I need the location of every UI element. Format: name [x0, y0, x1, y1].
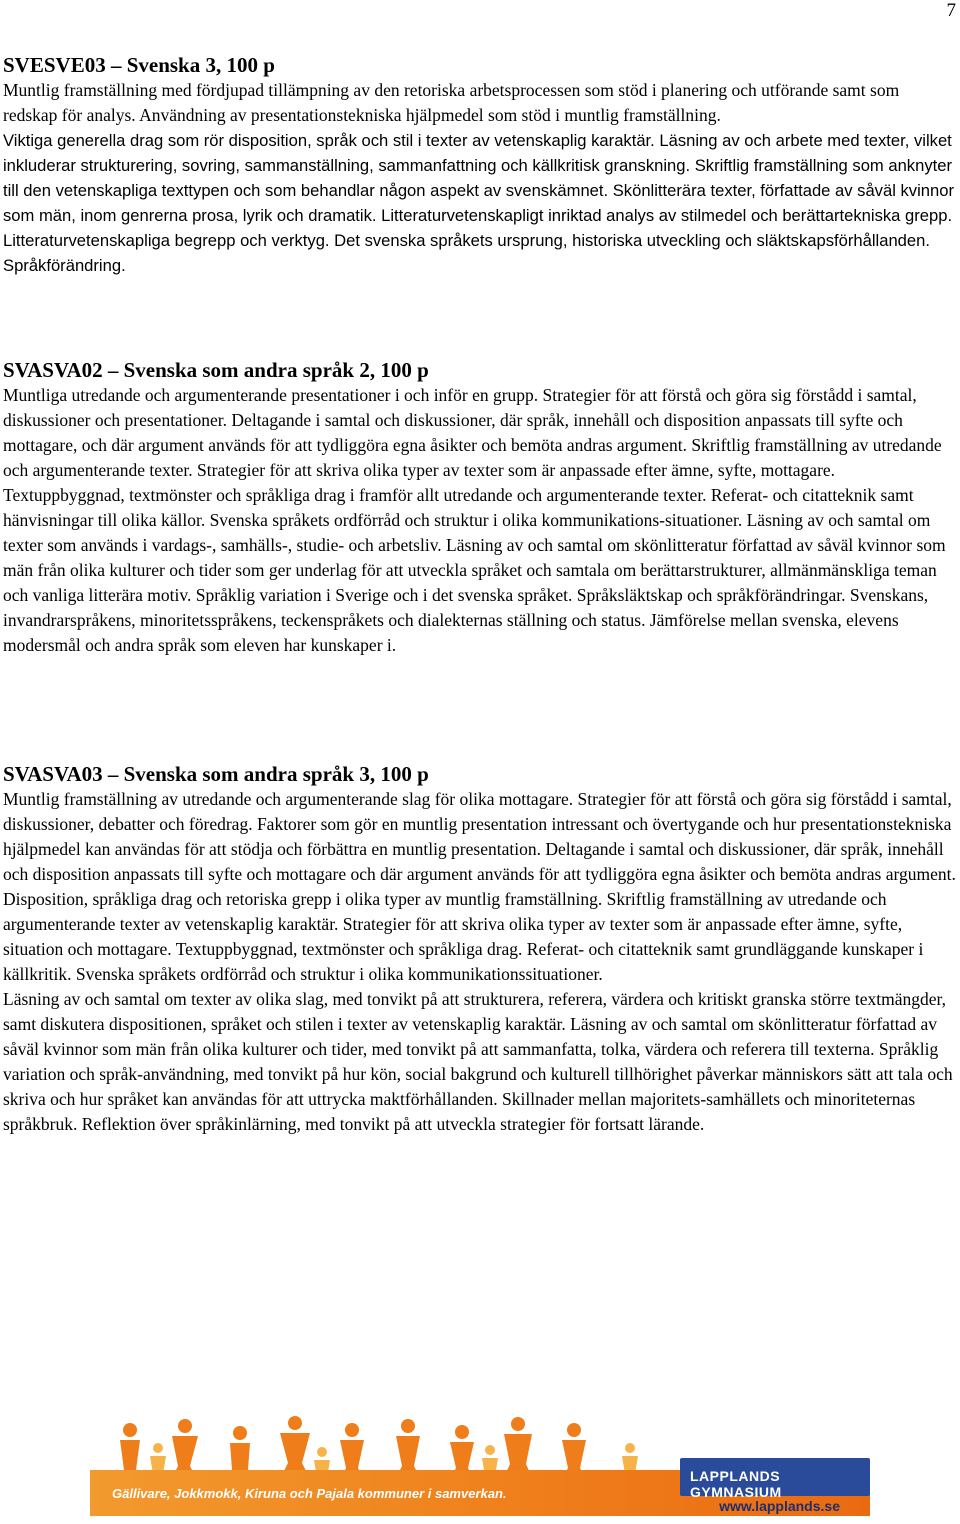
course-title: SVESVE03 – Svenska 3, 100 p — [3, 53, 275, 77]
course-section-svasva02 — [3, 357, 957, 658]
course-description: Muntlig framställning av utredande och argumenterande slag för olika mottagare. Strategier för att förstå och göra sig förstådd i samtal, diskussioner, debatter och föredrag. Faktorer som gör en muntlig presentation intressant och övertygande och hur presentationstekniska hjälpmedel kan användas för att stödja och förbättra en muntlig presentation. Deltagande i samtal och diskussioner, där språk, innehåll och disposition anpassats till syfte och mottagare och där argument används för att tydliggöra egna åsikter och bemöta andras argument. Disposition, språkliga drag och retoriska grepp i olika typer av muntlig framställning. Skriftlig framställning av utredande och argumenterande texter av vetenskaplig karaktär. Strategier för att skriva olika typer av texter som är anpassade efter ämne, syfte, situation och mottagare. Textuppbyggnad, textmönster och språkliga drag. Referat- och citatteknik samt grundläggande kunskaper i källkritik. Svenska språkets ordförråd och struktur i olika kommunikationssituationer. — [3, 789, 956, 984]
course-section-svasva03 — [3, 761, 957, 1137]
page-number: 7 — [946, 0, 956, 21]
footer-banner — [90, 1408, 870, 1518]
course-description: Viktiga generella drag som rör disposition, språk och stil i texter av vetenskaplig karaktär. Läsning av och arbete med texter, vilket inkluderar strukturering, sovring, sammanställning, sammanfattning och källkritisk granskning. Skriftlig framställning som anknyter till den vetenskapliga texttypen och som behandlar någon aspekt av svenskämnet. Skönlitterära texter, författade av såväl kvinnor som män, inom genrerna prosa, lyrik och dramatik. Litteraturvetenskapligt inriktad analys av stilmedel och berättartekniska grepp. Litteraturvetenskapliga begrepp och verktyg. Det svenska språkets ursprung, historiska utveckling och släktskapsförhållanden. Språkförändring. — [3, 131, 954, 275]
course-description: Muntlig framställning med fördjupad tillämpning av den retoriska arbetsprocessen som stöd i planering och utförande samt som redskap för analys. Användning av presentationstekniska hjälpmedel som stöd i muntlig framställning. — [3, 80, 900, 125]
footer-tagline: Gällivare, Jokkmokk, Kiruna och Pajala kommuner i samverkan. — [112, 1486, 507, 1501]
course-section-svesve03 — [3, 52, 957, 278]
course-title: SVASVA02 – Svenska som andra språk 2, 100 p — [3, 358, 429, 382]
school-logo — [680, 1458, 870, 1500]
course-title: SVASVA03 – Svenska som andra språk 3, 100 p — [3, 762, 429, 786]
course-description: Muntliga utredande och argumenterande presentationer i och inför en grupp. Strategier för att förstå och göra sig förstådd i samtal, diskussioner och presentationer. Deltagande i samtal och diskussioner, där språk, innehåll och disposition anpassats till syfte och mottagare, och där argument används för att tydliggöra egna åsikter och bemöta andras argument. Skriftlig framställning av utredande och argumenterande texter. Strategier för att skriva olika typer av texter som är anpassade efter ämne, syfte, mottagare. Textuppbyggnad, textmönster och språkliga drag i framför allt utredande och argumenterande texter. Referat- och citatteknik samt hänvisningar till olika källor. Svenska språkets ordförråd och struktur i olika kommunikations-situationer. Läsning av och samtal om texter som används i vardags-, samhälls-, studie- och arbetsliv. Läsning av och samtal om skönlitteratur författad av såväl kvinnor som män från olika kulturer och tider som ger underlag för att utveckla språket och samtala om berättarstrukturer, allmänmänskliga teman och vanliga litterära motiv. Språklig variation i Sverige och i det svenska språket. Språksläktskap och språkförändringar. Svenskans, invandrarspråkens, minoritetsspråkens, teckenspråkets och dialekternas ställning och status. Jämförelse mellan svenska, elevens modersmål och andra språk som eleven har kunskaper i. — [3, 385, 946, 655]
footer-url-link[interactable]: www.lapplands.se — [719, 1498, 840, 1514]
course-description: Läsning av och samtal om texter av olika slag, med tonvikt på att strukturera, referera, värdera och kritiskt granska större textmängder, samt diskutera dispositionen, språket och stilen i texter av vetenskaplig karaktär. Läsning av och samtal om skönlitteratur författad av såväl kvinnor som män från olika kulturer och tider, med tonvikt på att sammanfatta, tolka, värdera och referera till texterna. Språklig variation och språk-användning, med tonvikt på hur kön, social bakgrund och kulturell tillhörighet påverkar människors sätt att tala och skriva och hur språket kan användas för att uttrycka maktförhållanden. Skillnader mellan majoritets-samhällets och minoriteternas språkbruk. Reflektion över språkinlärning, med tonvikt på att utveckla strategier för fortsatt lärande. — [3, 989, 953, 1134]
logo-text: LAPPLANDS GYMNASIUM — [690, 1468, 782, 1500]
